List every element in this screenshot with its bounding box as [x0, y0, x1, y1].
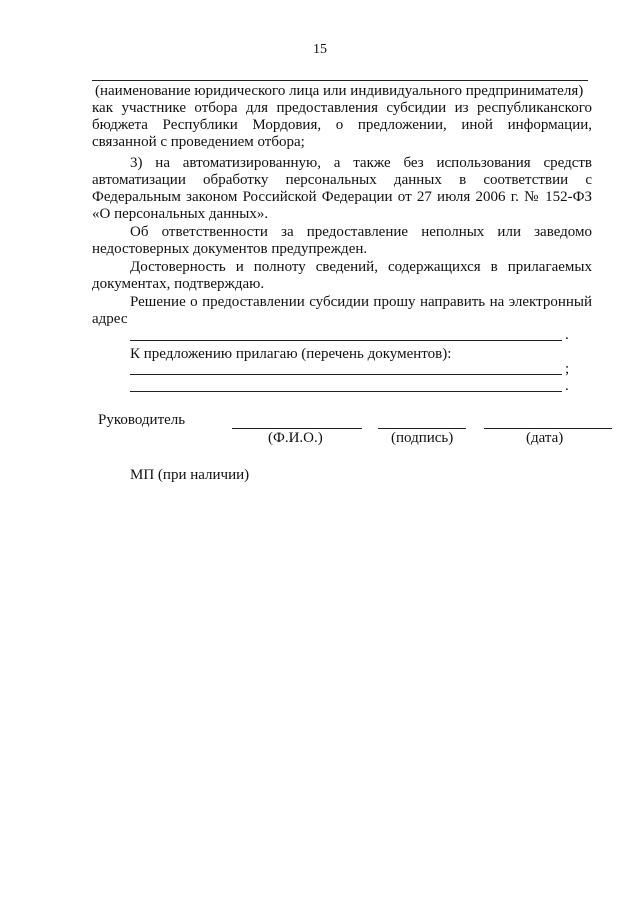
attachment-line-end: .: [565, 378, 569, 394]
attachment-input-line[interactable]: [130, 391, 562, 392]
para-line: как участнике отбора для предоставления субсидии из республиканского: [92, 100, 592, 116]
para-line: недостоверных документов предупрежден.: [92, 241, 368, 257]
para-line: Достоверность и полноту сведений, содержащихся в прилагаемых: [130, 259, 592, 275]
para-line: Решение о предоставлении субсидии прошу направить на электронный: [130, 294, 592, 310]
para-line: связанной с проведением отбора;: [92, 134, 305, 150]
date-caption: (дата): [526, 430, 564, 446]
page-number: 15: [313, 42, 327, 57]
attachment-line-end: ;: [565, 361, 570, 377]
attachment-input-line[interactable]: [130, 374, 562, 375]
date-input-line[interactable]: [484, 428, 612, 429]
signature-input-line[interactable]: [378, 428, 466, 429]
entity-caption: (наименование юридического лица или индивидуального предпринимателя): [95, 83, 584, 99]
para-line: «О персональных данных».: [92, 206, 269, 222]
para-line: автоматизации обработку персональных данных в соответствии с: [92, 172, 592, 188]
para-line: Об ответственности за предоставление неполных или заведомо: [130, 224, 592, 240]
signature-role-label: Руководитель: [98, 412, 186, 428]
signature-caption: (подпись): [391, 430, 454, 446]
para-line: адрес: [92, 311, 128, 327]
stamp-label: МП (при наличии): [130, 467, 250, 483]
entity-name-line: [92, 80, 588, 81]
para-line: 3) на автоматизированную, а также без использования средств: [130, 155, 592, 171]
fio-caption: (Ф.И.О.): [268, 430, 323, 446]
attachments-label: К предложению прилагаю (перечень документов):: [130, 346, 452, 362]
para-line: бюджета Республики Мордовия, о предложении, иной информации,: [92, 117, 592, 133]
para-line: документах, подтверждаю.: [92, 276, 265, 292]
email-input-line[interactable]: [130, 340, 562, 341]
fio-input-line[interactable]: [232, 428, 362, 429]
para-line: Федеральным законом Российской Федерации от 27 июля 2006 г. № 152-ФЗ: [92, 189, 592, 205]
email-line-end: .: [565, 327, 569, 343]
